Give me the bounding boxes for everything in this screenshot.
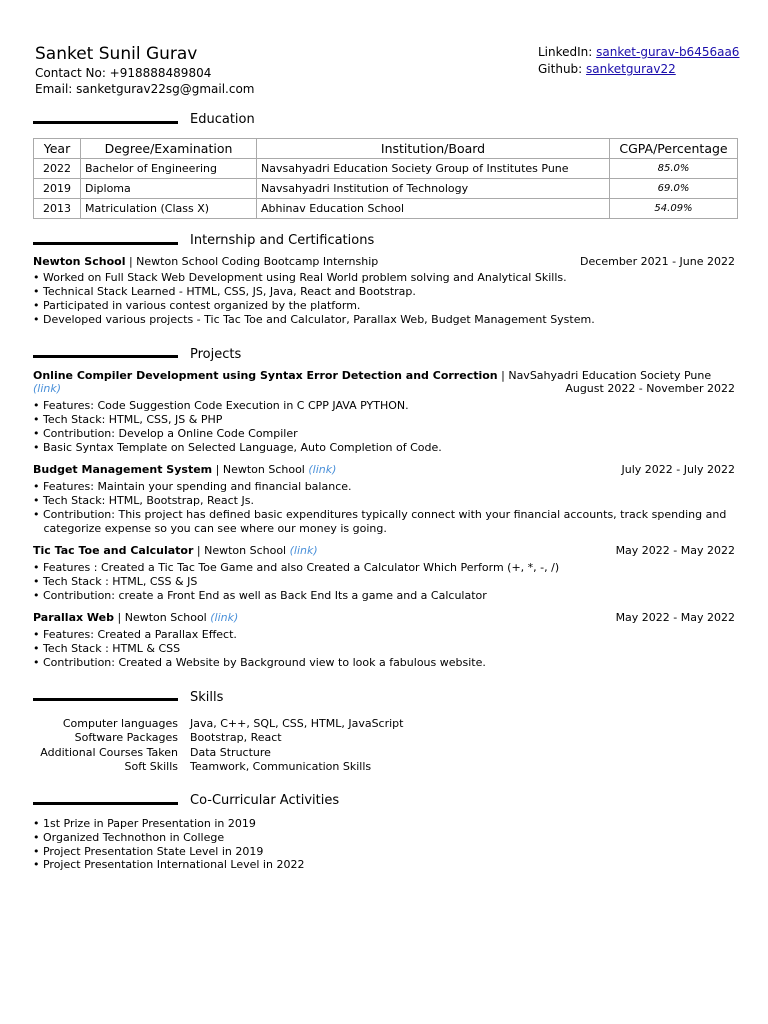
list-item: • Technical Stack Learned - HTML, CSS, JS, Java, React and Bootstrap. — [33, 285, 416, 298]
col-header: CGPA/Percentage — [610, 139, 738, 159]
list-item: • Contribution: Created a Website by Background view to look a fabulous website. — [33, 656, 486, 669]
cell-institution: Navsahyadri Institution of Technology — [257, 179, 610, 199]
candidate-name: Sanket Sunil Gurav — [35, 44, 198, 64]
skill-key: Software Packages — [74, 731, 178, 744]
cell-grade: 85.0% — [610, 159, 738, 179]
cell-institution: Navsahyadri Education Society Group of Institutes Pune — [257, 159, 610, 179]
skill-key: Soft Skills — [124, 760, 178, 773]
list-item: • Contribution: This project has defined basic expenditures typically connect with your financial accounts, track spending and — [33, 508, 727, 521]
list-item: categorize expense so you can see where our money is going. — [33, 522, 387, 535]
section-divider — [33, 121, 178, 124]
project-name: Online Compiler Development using Syntax Error Detection and Correction — [33, 369, 498, 382]
github-line — [538, 62, 676, 76]
project-org: | Newton School — [114, 611, 211, 624]
project-dates: May 2022 - May 2022 — [615, 544, 735, 557]
project-link[interactable]: (link) — [33, 382, 62, 395]
project-dates: May 2022 - May 2022 — [615, 611, 735, 624]
section-divider — [33, 242, 178, 245]
project-link[interactable]: (link) — [210, 611, 239, 624]
cell-year: 2013 — [34, 199, 81, 219]
email: Email: sanketgurav22sg@gmail.com — [35, 82, 255, 96]
list-item: • Participated in various contest organized by the platform. — [33, 299, 361, 312]
list-item: • Project Presentation International Level in 2022 — [33, 858, 305, 871]
education-title: Education — [190, 112, 255, 127]
project-link[interactable]: (link) — [289, 544, 318, 557]
skill-value: Java, C++, SQL, CSS, HTML, JavaScript — [190, 717, 404, 730]
skill-key: Computer languages — [62, 717, 178, 730]
list-item: • Basic Syntax Template on Selected Language, Auto Completion of Code. — [33, 441, 442, 454]
cell-grade: 54.09% — [610, 199, 738, 219]
cocurricular-title: Co-Curricular Activities — [190, 793, 340, 808]
list-item: • Features : Created a Tic Tac Toe Game and also Created a Calculator Which Perform (+, *, -, /) — [33, 561, 560, 574]
project-name: Budget Management System — [33, 463, 213, 476]
table-header-row — [34, 139, 738, 159]
skill-value: Bootstrap, React — [190, 731, 282, 744]
col-header: Year — [34, 139, 81, 159]
project-heading — [33, 463, 336, 476]
internship-org: Newton School — [33, 255, 126, 268]
project-heading — [33, 369, 711, 382]
project-org: | Newton School — [193, 544, 290, 557]
education-table — [33, 138, 738, 219]
list-item: • Features: Created a Parallax Effect. — [33, 628, 237, 641]
internship-title: Internship and Certifications — [190, 233, 375, 248]
col-header: Institution/Board — [257, 139, 610, 159]
projects-title: Projects — [190, 347, 242, 362]
project-name: Parallax Web — [33, 611, 115, 624]
project-heading — [33, 611, 238, 624]
skill-value: Teamwork, Communication Skills — [190, 760, 372, 773]
skills-title: Skills — [190, 690, 224, 705]
cell-degree: Matriculation (Class X) — [81, 199, 257, 219]
linkedin-link[interactable]: sanket-gurav-b6456aa6 — [596, 45, 740, 59]
list-item: • Tech Stack : HTML & CSS — [33, 642, 181, 655]
linkedin-line — [538, 45, 739, 59]
project-org: | NavSahyadri Education Society Pune — [497, 369, 712, 382]
internship-dates: December 2021 - June 2022 — [580, 255, 735, 268]
section-divider — [33, 802, 178, 805]
list-item: • Worked on Full Stack Web Development using Real World problem solving and Analytical Skills. — [33, 271, 567, 284]
table-row — [34, 199, 738, 219]
project-dates: July 2022 - July 2022 — [621, 463, 735, 476]
project-link[interactable]: (link) — [308, 463, 337, 476]
list-item: • Tech Stack : HTML, CSS & JS — [33, 575, 198, 588]
cell-degree: Diploma — [81, 179, 257, 199]
section-divider — [33, 698, 178, 701]
table-row — [34, 179, 738, 199]
github-link[interactable]: sanketgurav22 — [586, 62, 676, 76]
cell-degree: Bachelor of Engineering — [81, 159, 257, 179]
cell-grade: 69.0% — [610, 179, 738, 199]
list-item: • Contribution: Develop a Online Code Compiler — [33, 427, 298, 440]
table-row — [34, 159, 738, 179]
list-item: • 1st Prize in Paper Presentation in 2019 — [33, 817, 256, 830]
list-item: • Tech Stack: HTML, CSS, JS & PHP — [33, 413, 223, 426]
cell-year: 2022 — [34, 159, 81, 179]
col-header: Degree/Examination — [81, 139, 257, 159]
list-item: • Features: Code Suggestion Code Execution in C CPP JAVA PYTHON. — [33, 399, 409, 412]
linkedin-label: LinkedIn: — [538, 45, 593, 59]
list-item: • Organized Technothon in College — [33, 831, 225, 844]
project-org: | Newton School — [212, 463, 309, 476]
list-item: • Developed various projects - Tic Tac Toe and Calculator, Parallax Web, Budget Management System. — [33, 313, 595, 326]
internship-role: | Newton School Coding Bootcamp Internship — [125, 255, 379, 268]
list-item: • Tech Stack: HTML, Bootstrap, React Js. — [33, 494, 254, 507]
project-dates: August 2022 - November 2022 — [565, 382, 735, 395]
internship-heading — [33, 255, 378, 268]
project-name: Tic Tac Toe and Calculator — [33, 544, 194, 557]
list-item: • Project Presentation State Level in 2019 — [33, 845, 264, 858]
github-label: Github: — [538, 62, 583, 76]
skill-value: Data Structure — [190, 746, 271, 759]
list-item: • Features: Maintain your spending and financial balance. — [33, 480, 352, 493]
cell-year: 2019 — [34, 179, 81, 199]
contact-number: Contact No: +918888489804 — [35, 66, 212, 80]
section-divider — [33, 355, 178, 358]
cell-institution: Abhinav Education School — [257, 199, 610, 219]
list-item: • Contribution: create a Front End as well as Back End Its a game and a Calculator — [33, 589, 487, 602]
project-heading — [33, 544, 318, 557]
skill-key: Additional Courses Taken — [40, 746, 178, 759]
